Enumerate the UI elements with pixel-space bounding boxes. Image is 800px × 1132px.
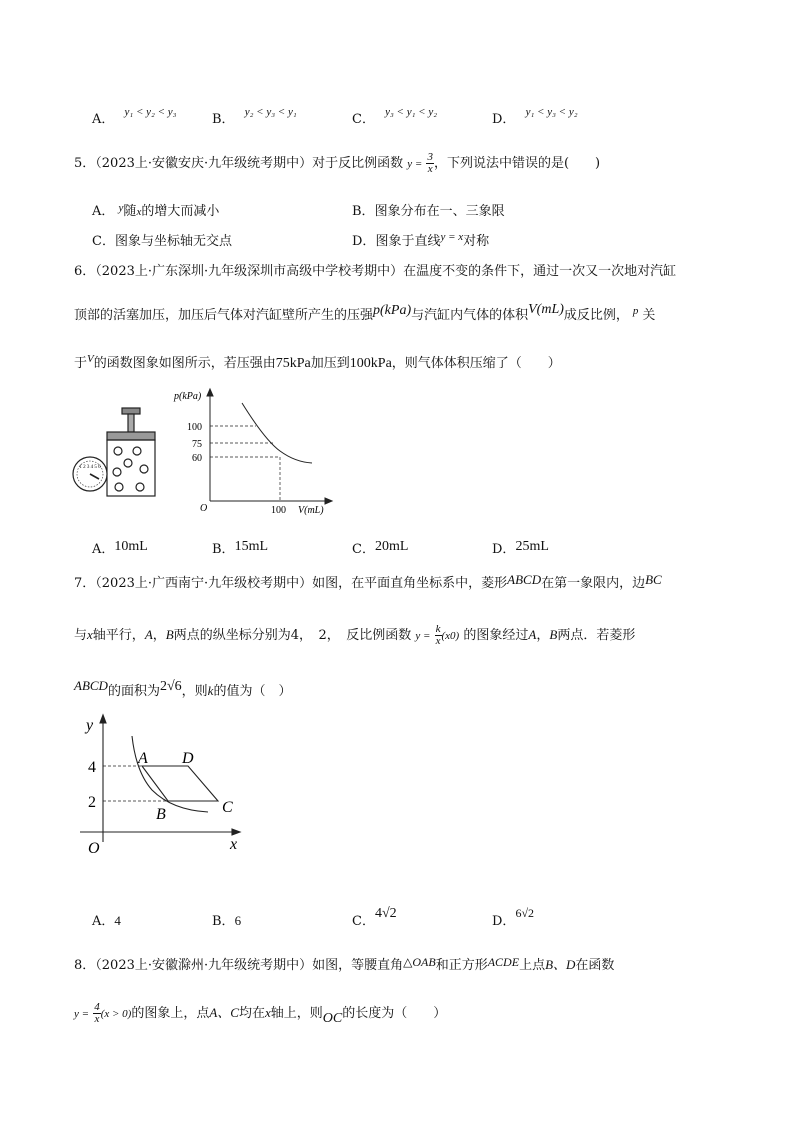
q6-option-a: A．10mL <box>92 539 148 557</box>
q6-line2: 顶部的活塞加压，加压后气体对汽缸壁所产生的压强p(kPa)与汽缸内气体的体积V(mL)成反比例， $^p$ 关 <box>74 302 656 323</box>
q7-line3: ABCD的面积为2√6，则k的值为（ ） <box>74 678 292 699</box>
q7-option-c: C．4√2 <box>352 906 397 929</box>
pv-ylabel: p(kPa) <box>174 391 202 402</box>
q4-option-d: D． $^{y_1 < y_3 < y_2}$ <box>492 106 578 127</box>
piston <box>107 408 155 496</box>
q6-option-d: D．25mL <box>492 539 549 557</box>
q7-line2: 与x轴平行，A，B两点的纵坐标分别为4， 2， 反比例函数 y = $\frac{k}{x}$ (x0) 的图象经过A，B两点．若菱形 <box>74 623 636 647</box>
pv-origin: O <box>200 503 208 514</box>
q6-line1: 6．（2023上·广东深圳·九年级深圳市高级中学校考期中）在温度不变的条件下，通过一次又一次地对汽缸 <box>74 264 677 279</box>
q5-option-a: A． $^y$随x的增大而减小 <box>92 202 220 219</box>
pv-xtick-100: 100 <box>271 505 286 516</box>
pv-ytick-60: 60 <box>192 453 202 464</box>
q7-y-tick-2: 2 <box>88 794 96 811</box>
rhombus-abcd <box>142 766 218 801</box>
q4-option-b: B． $^{y_2 < y_3 < y_1}$ <box>212 106 297 127</box>
q8-line2: y = $\frac{4}{x}$ (x > 0)的图象上，点A、C均在x轴上，则OC的长度为（ ） <box>74 1001 447 1026</box>
y-axis-arrow <box>100 715 106 723</box>
q7-point-c: C <box>222 799 233 816</box>
q5-fraction: $\frac{3}{x}$ <box>427 151 433 175</box>
q7-option-b: B．6 <box>212 913 242 929</box>
gauge-digits: 1 2 3 4 5 6 <box>79 465 101 470</box>
x-axis-arrow <box>232 829 240 835</box>
pv-xlabel: V(mL) <box>298 505 324 516</box>
q5-option-d: D．图象于直线$^{y = x}$对称 <box>352 231 490 249</box>
y-axis-arrow <box>207 389 213 396</box>
q7-point-b: B <box>156 806 166 823</box>
q6-pv-graph <box>170 385 340 520</box>
q6-line3: 于$^V$的函数图象如图所示，若压强由75kPa加压到100kPa，则气体体积压缩了（ ） <box>74 353 561 371</box>
pv-curve <box>242 403 312 463</box>
q4-option-c: C． $^{y_3 < y_1 < y_2}$ <box>352 106 438 127</box>
q7-y-tick-4: 4 <box>88 759 96 776</box>
q7-fraction: $\frac{k}{x}$ <box>435 623 441 647</box>
pv-ytick-100: 100 <box>187 422 202 433</box>
q5-option-c: C．图象与坐标轴无交点 <box>92 234 232 249</box>
q6-option-c: C．20mL <box>352 539 409 557</box>
q7-line1: 7．（2023上·广西南宁·九年级校考期中）如图，在平面直角坐标系中，菱形ABCD在第一象限内，边BC <box>74 572 662 591</box>
q7-option-d: D．6√2 <box>492 906 535 929</box>
q8-line1: 8．（2023上·安徽滁州·九年级统考期中）如图，等腰直角△OAB和正方形ACDE上点B、D在函数 <box>74 955 615 973</box>
q7-point-d: D <box>182 750 194 767</box>
q6-option-b: B．15mL <box>212 539 269 557</box>
q6-cylinder-figure <box>70 405 170 505</box>
x-axis-arrow <box>325 498 332 504</box>
q7-option-a: A．4 <box>92 913 121 929</box>
q7-origin: O <box>88 840 100 857</box>
q4-option-a: A． $^{y_1 < y_2 < y_3}$ <box>92 106 177 127</box>
q7-y-axis-label: y <box>86 717 94 734</box>
pv-ytick-75: 75 <box>192 439 202 450</box>
q7-x-axis-label: x <box>230 836 238 853</box>
q8-fraction: $\frac{4}{x}$ <box>94 1001 100 1025</box>
q7-point-a: A <box>138 750 148 767</box>
pressure-gauge <box>73 457 107 491</box>
q5-option-b: B．图象分布在一、三象限 <box>352 204 505 219</box>
q7-rhombus-graph <box>80 712 250 857</box>
q5-stem: 5．（2023上·安徽安庆·九年级统考期中）对于反比例函数 y = $\frac{3}{x}$ ，下列说法中错误的是( ) <box>74 151 601 175</box>
